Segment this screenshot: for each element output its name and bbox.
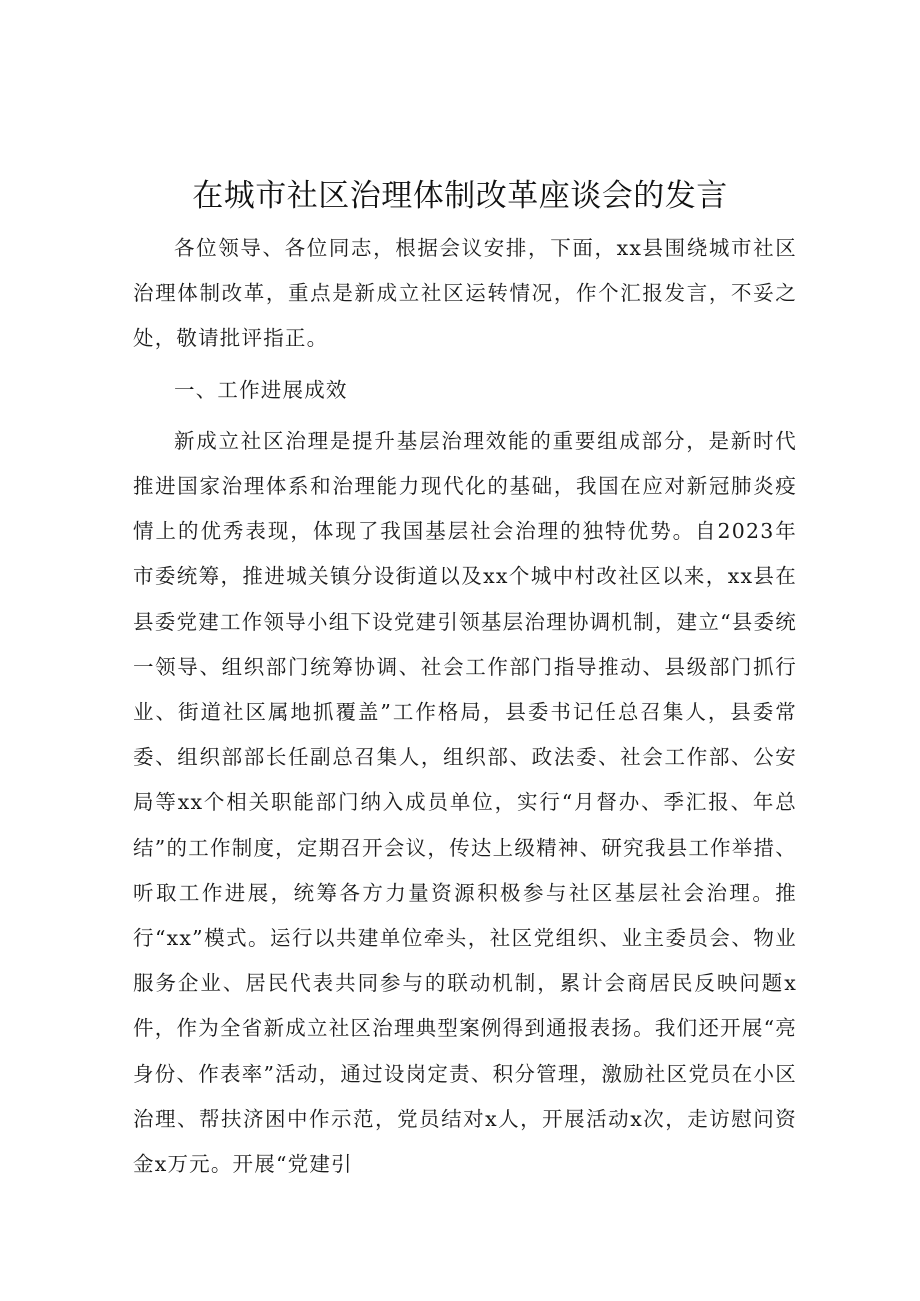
document-title: 在城市社区治理体制改革座谈会的发言: [192, 178, 728, 214]
document-body: [133, 226, 797, 1187]
body-paragraph: 新成立社区治理是提升基层治理效能的重要组成部分，是新时代推进国家治理体系和治理能力现代化的基础，我国在应对新冠肺炎疫情上的优秀表现，体现了我国基层社会治理的独特优势。自2023年市委统筹，推进城关镇分设街道以及xx个城中村改社区以来，xx县在县委党建工作领导小组下设党建引领基层治理协调机制，建立“县委统一领导、组织部门统筹协调、社会工作部门指导推动、县级部门抓行业、街道社区属地抓覆盖”工作格局，县委书记任总召集人，县委常委、组织部部长任副总召集人，组织部、政法委、社会工作部、公安局等xx个相关职能部门纳入成员单位，实行“月督办、季汇报、年总结”的工作制度，定期召开会议，传达上级精神、研究我县工作举措、听取工作进展，统筹各方力量资源积极参与社区基层社会治理。推行“xx”模式。运行以共建单位牵头，社区党组织、业主委员会、物业服务企业、居民代表共同参与的联动机制，累计会商居民反映问题x件，作为全省新成立社区治理典型案例得到通报表扬。我们还开展“亮身份、作表率”活动，通过设岗定责、积分管理，激励社区党员在小区治理、帮扶济困中作示范，党员结对x人，开展活动x次，走访慰问资金x万元。开展“党建引: [133, 428, 797, 1177]
opening-paragraph: 各位领导、各位同志，根据会议安排，下面，xx县围绕城市社区治理体制改革，重点是新成立社区运转情况，作个汇报发言，不妥之处，敬请批评指正。: [133, 236, 797, 351]
section-heading: 一、工作进展成效: [174, 377, 348, 402]
